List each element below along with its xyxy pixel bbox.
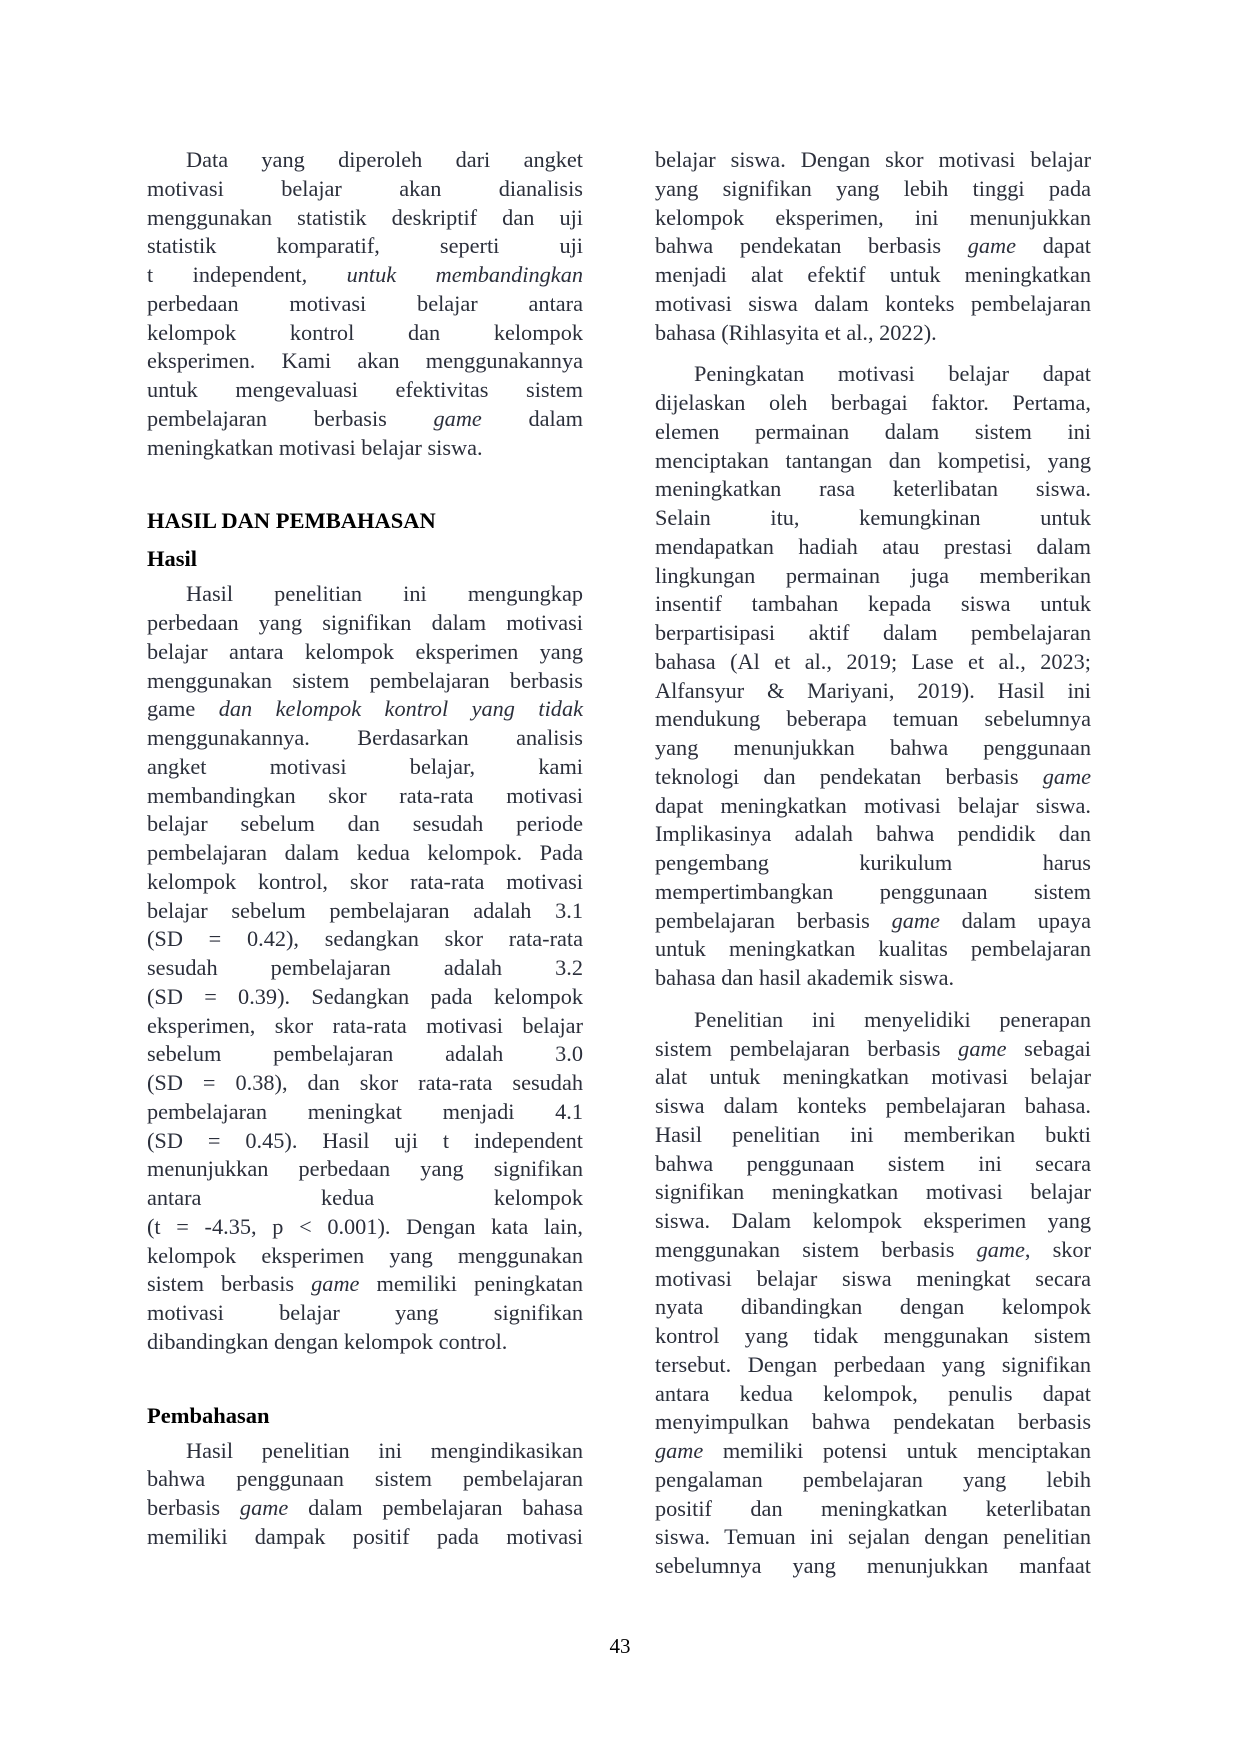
italic-term: dan kelompok kontrol yang tidak	[195, 696, 583, 722]
paragraph-data-analysis	[147, 146, 583, 462]
text-line: perbedaan yang signifikan dalam motivasi	[147, 610, 583, 635]
text-line: antara kedua kelompok, penulis dapat	[655, 1380, 1091, 1406]
text-segment: sistem pembelajaran berbasis	[655, 1035, 959, 1061]
text-line	[655, 763, 1091, 792]
text-line: siswa dalam konteks pembelajaran bahasa.	[655, 1093, 1091, 1118]
text-line: untuk mengevaluasi efektivitas sistem	[147, 377, 583, 402]
text-line	[655, 907, 1091, 936]
left-column	[147, 146, 583, 1552]
text-line: membandingkan skor rata-rata motivasi	[147, 782, 583, 808]
text-line: berpartisipasi aktif dalam pembelajaran	[655, 620, 1091, 645]
text-segment: sebagai	[1006, 1035, 1092, 1061]
text-line: yang menunjukkan bahwa penggunaan	[655, 735, 1091, 760]
text-line: sebelumnya yang menunjukkan manfaat	[655, 1553, 1091, 1578]
text-line: meningkatkan motivasi belajar siswa.	[147, 434, 483, 460]
text-line: motivasi belajar yang signifikan	[147, 1300, 583, 1325]
italic-term: game	[655, 1438, 704, 1463]
text-line: motivasi siswa dalam konteks pembelajaran	[655, 290, 1091, 316]
text-line: belajar sebelum pembelajaran adalah 3.1	[147, 897, 583, 923]
text-line: Implikasinya adalah bahwa pendidik dan	[655, 821, 1091, 847]
italic-term: game	[311, 1271, 360, 1297]
text-line: Peningkatan motivasi belajar dapat	[694, 361, 1091, 387]
text-line: kontrol yang tidak menggunakan sistem	[655, 1323, 1091, 1348]
right-column	[655, 146, 1091, 1581]
text-segment: teknologi dan pendekatan berbasis	[655, 763, 1043, 789]
text-line: kelompok kontrol, skor rata-rata motivasi	[147, 868, 583, 894]
text-line: mempertimbangkan penggunaan sistem	[655, 878, 1091, 904]
text-line: (t = -4.35, p < 0.001). Dengan kata lain,	[147, 1213, 583, 1239]
paragraph-hasil	[147, 580, 583, 1356]
text-line: angket motivasi belajar, kami	[147, 753, 583, 779]
text-line: alat untuk meningkatkan motivasi belajar	[655, 1064, 1091, 1090]
text-line: sebelum pembelajaran adalah 3.0	[147, 1041, 583, 1067]
text-line	[147, 261, 583, 290]
text-segment: dalam upaya	[939, 907, 1091, 933]
text-line	[147, 405, 583, 434]
text-line: Hasil penelitian ini memberikan bukti	[655, 1121, 1091, 1147]
text-segment: game	[147, 696, 196, 722]
text-segment: pembelajaran berbasis	[655, 907, 892, 933]
italic-term: game	[976, 1236, 1025, 1262]
text-line: menciptakan tantangan dan kompetisi, yang	[655, 447, 1091, 473]
text-line: dibandingkan dengan kelompok control.	[147, 1328, 508, 1354]
text-line: eksperimen, skor rata-rata motivasi belajar	[147, 1012, 583, 1038]
text-line: menggunakannya. Berdasarkan analisis	[147, 725, 583, 750]
text-line: pembelajaran dalam kedua kelompok. Pada	[147, 840, 583, 865]
text-line: nyata dibandingkan dengan kelompok	[655, 1294, 1091, 1320]
text-line: tersebut. Dengan perbedaan yang signifikan	[655, 1351, 1091, 1377]
text-line: belajar siswa. Dengan skor motivasi belajar	[655, 147, 1091, 172]
text-line	[655, 1035, 1091, 1064]
italic-term: game	[891, 907, 940, 933]
text-segment: dapat	[1016, 233, 1091, 259]
subheading-hasil: Hasil	[147, 546, 198, 572]
text-segment: memiliki peningkatan	[359, 1271, 583, 1297]
text-segment: t independent	[147, 262, 302, 287]
text-segment: bahwa pendekatan berbasis	[655, 233, 968, 259]
paragraph-peningkatan-motivasi	[655, 360, 1091, 993]
text-line: (SD = 0.42), sedangkan skor rata-rata	[147, 926, 583, 952]
text-line: motivasi belajar akan dianalisis	[147, 175, 583, 201]
text-line: statistik komparatif, seperti uji	[147, 233, 583, 259]
text-line: bahasa (Rihlasyita et al., 2022).	[655, 319, 937, 345]
text-line: belajar antara kelompok eksperimen yang	[147, 638, 583, 664]
text-line: mendukung beberapa temuan sebelumnya	[655, 706, 1091, 732]
text-segment: dalam	[481, 405, 583, 431]
text-line: bahwa penggunaan sistem ini secara	[655, 1150, 1091, 1176]
text-line: dapat meningkatkan motivasi belajar siswa.	[655, 792, 1091, 818]
text-line	[147, 695, 583, 724]
text-line: menggunakan sistem pembelajaran berbasis	[147, 667, 583, 693]
text-line	[147, 1494, 583, 1523]
text-line: siswa. Temuan ini sejalan dengan penelitian	[655, 1524, 1091, 1550]
text-line: dijelaskan oleh berbagai faktor. Pertama,	[655, 390, 1091, 415]
italic-term: , untuk membandingkan	[301, 262, 583, 287]
page-number: 43	[609, 1634, 631, 1658]
italic-term: game	[239, 1495, 289, 1520]
text-line: antara kedua kelompok	[147, 1185, 583, 1210]
text-line: untuk meningkatkan kualitas pembelajaran	[655, 936, 1091, 962]
text-line: pembelajaran meningkat menjadi 4.1	[147, 1098, 583, 1124]
paragraph-pembahasan	[147, 1437, 583, 1552]
text-line: Penelitian ini menyelidiki penerapan	[694, 1006, 1091, 1032]
text-segment: memiliki potensi untuk menciptakan	[703, 1438, 1091, 1463]
text-line: signifikan meningkatkan motivasi belajar	[655, 1179, 1091, 1205]
text-line	[655, 1437, 1091, 1466]
section-heading-hasil-dan-pembahasan: HASIL DAN PEMBAHASAN	[147, 508, 436, 534]
text-line: Data yang diperoleh dari angket	[186, 147, 583, 172]
text-line: memiliki dampak positif pada motivasi	[147, 1523, 583, 1549]
text-line: menggunakan statistik deskriptif dan uji	[147, 204, 583, 230]
text-line: pengembang kurikulum harus	[655, 850, 1091, 875]
text-line: perbedaan motivasi belajar antara	[147, 290, 583, 316]
text-segment: berbasis	[147, 1495, 240, 1520]
text-line: eksperimen. Kami akan menggunakannya	[147, 348, 583, 374]
text-line: kelompok eksperimen yang menggunakan	[147, 1242, 583, 1268]
text-line: bahasa (Al et al., 2019; Lase et al., 2023;	[655, 648, 1091, 674]
text-line: yang signifikan yang lebih tinggi pada	[655, 175, 1091, 201]
italic-term: game	[958, 1035, 1007, 1061]
text-line	[147, 1270, 583, 1299]
text-segment: dalam pembelajaran bahasa	[288, 1495, 584, 1520]
text-line: bahasa dan hasil akademik siswa.	[655, 965, 955, 990]
italic-term: game	[433, 405, 482, 431]
text-line: bahwa penggunaan sistem pembelajaran	[147, 1466, 583, 1492]
text-line: menjadi alat efektif untuk meningkatkan	[655, 262, 1091, 287]
text-line: lingkungan permainan juga memberikan	[655, 562, 1091, 588]
text-line: positif dan meningkatkan keterlibatan	[655, 1495, 1091, 1521]
text-line: meningkatkan rasa keterlibatan siswa.	[655, 476, 1091, 502]
text-line: motivasi belajar siswa meningkat secara	[655, 1265, 1091, 1291]
text-line	[655, 232, 1091, 261]
paragraph-penelitian	[655, 1006, 1091, 1581]
text-line: Selain itu, kemungkinan untuk	[655, 505, 1091, 530]
text-line: pengalaman pembelajaran yang lebih	[655, 1466, 1091, 1492]
text-line: kelompok eksperimen, ini menunjukkan	[655, 204, 1091, 230]
text-line: siswa. Dalam kelompok eksperimen yang	[655, 1208, 1091, 1233]
subheading-pembahasan: Pembahasan	[147, 1402, 270, 1428]
text-line: insentif tambahan kepada siswa untuk	[655, 591, 1091, 617]
text-line: elemen permainan dalam sistem ini	[655, 418, 1091, 444]
text-line: (SD = 0.38), dan skor rata-rata sesudah	[147, 1070, 583, 1095]
text-line: Hasil penelitian ini mengindikasikan	[186, 1437, 583, 1463]
text-segment: , skor	[1024, 1236, 1091, 1262]
text-segment: pembelajaran berbasis	[147, 405, 434, 431]
italic-term: game	[1042, 763, 1091, 789]
text-line	[655, 1236, 1091, 1265]
text-line: sesudah pembelajaran adalah 3.2	[147, 955, 583, 980]
paragraph-continuation	[655, 146, 1091, 347]
text-line: menyimpulkan bahwa pendekatan berbasis	[655, 1409, 1091, 1435]
text-line: menunjukkan perbedaan yang signifikan	[147, 1156, 583, 1182]
text-line: belajar sebelum dan sesudah periode	[147, 811, 583, 837]
text-line: (SD = 0.39). Sedangkan pada kelompok	[147, 983, 583, 1009]
text-line: Hasil penelitian ini mengungkap	[186, 581, 583, 607]
text-line: mendapatkan hadiah atau prestasi dalam	[655, 533, 1091, 559]
text-segment: menggunakan sistem berbasis	[655, 1236, 977, 1262]
text-segment: sistem berbasis	[147, 1271, 312, 1297]
text-line: Alfansyur & Mariyani, 2019). Hasil ini	[655, 677, 1091, 703]
text-line: kelompok kontrol dan kelompok	[147, 319, 583, 345]
text-line: (SD = 0.45). Hasil uji t independent	[147, 1127, 583, 1153]
italic-term: game	[967, 233, 1017, 259]
